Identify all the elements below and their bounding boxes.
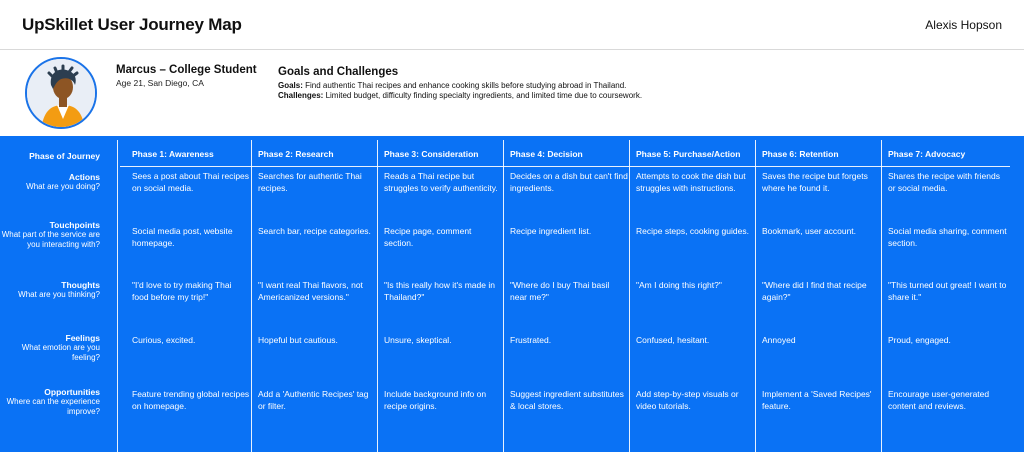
phase-5-header: Phase 5: Purchase/Action bbox=[636, 149, 741, 159]
goals-line bbox=[278, 81, 626, 90]
phase-5-actions: Attempts to cook the dish but struggles with instructions. bbox=[636, 171, 746, 193]
phase-1-thoughts: "I'd love to try making Thai food before my trip!" bbox=[132, 280, 232, 302]
row-label-touchpoints bbox=[0, 220, 116, 250]
phase-7-feelings: Proud, engaged. bbox=[888, 335, 951, 345]
phase-6-opportunities: Implement a 'Saved Recipes' feature. bbox=[762, 389, 872, 411]
challenges-label: Challenges: bbox=[278, 91, 324, 100]
row-label-actions bbox=[0, 172, 116, 192]
phase-4-actions: Decides on a dish but can't find ingredients. bbox=[510, 171, 628, 193]
column-divider bbox=[117, 140, 118, 452]
row-label-title: Actions bbox=[68, 172, 100, 182]
column-divider bbox=[755, 140, 756, 452]
row-label-title: Phase of Journey bbox=[29, 151, 100, 161]
row-label-title: Touchpoints bbox=[49, 220, 100, 230]
row-label-subtitle: Where can the experience improve? bbox=[6, 397, 100, 416]
phase-4-opportunities: Suggest ingredient substitutes & local stores. bbox=[510, 389, 624, 411]
phase-6-actions: Saves the recipe but forgets where he found it. bbox=[762, 171, 868, 193]
phase-5-thoughts: "Am I doing this right?" bbox=[636, 280, 722, 290]
user-name[interactable]: Alexis Hopson bbox=[925, 18, 1002, 32]
phase-6-thoughts: "Where did I find that recipe again?" bbox=[762, 280, 867, 302]
column-divider bbox=[881, 140, 882, 452]
row-label-subtitle: What are you doing? bbox=[26, 182, 100, 191]
phase-7-opportunities: Encourage user-generated content and reviews. bbox=[888, 389, 990, 411]
column-divider bbox=[377, 140, 378, 452]
row-label-subtitle: What emotion are you feeling? bbox=[21, 343, 100, 362]
goals-title: Goals and Challenges bbox=[278, 66, 399, 78]
journey-map-grid bbox=[0, 136, 1024, 452]
phase-3-header: Phase 3: Consideration bbox=[384, 149, 479, 159]
phase-4-thoughts: "Where do I buy Thai basil near me?" bbox=[510, 280, 610, 302]
persona-avatar bbox=[25, 57, 97, 129]
persona-name: Marcus – College Student bbox=[116, 64, 257, 76]
phase-2-actions: Searches for authentic Thai recipes. bbox=[258, 171, 362, 193]
column-divider bbox=[503, 140, 504, 452]
phase-6-touchpoints: Bookmark, user account. bbox=[762, 226, 857, 236]
phase-1-touchpoints: Social media post, website homepage. bbox=[132, 226, 233, 248]
header-divider bbox=[120, 166, 1010, 167]
column-divider bbox=[629, 140, 630, 452]
phase-6-feelings: Annoyed bbox=[762, 335, 796, 345]
challenges-text: Limited budget, difficulty finding specialty ingredients, and limited time due to coursework. bbox=[325, 91, 643, 100]
phase-7-actions: Shares the recipe with friends or social media. bbox=[888, 171, 1000, 193]
column-divider bbox=[251, 140, 252, 452]
challenges-line bbox=[278, 91, 642, 100]
phase-2-feelings: Hopeful but cautious. bbox=[258, 335, 338, 345]
phase-7-touchpoints: Social media sharing, comment section. bbox=[888, 226, 1007, 248]
row-label-subtitle: What are you thinking? bbox=[18, 290, 100, 299]
phase-3-opportunities: Include background info on recipe origins. bbox=[384, 389, 487, 411]
phase-4-feelings: Frustrated. bbox=[510, 335, 552, 345]
phase-3-touchpoints: Recipe page, comment section. bbox=[384, 226, 472, 248]
phase-1-feelings: Curious, excited. bbox=[132, 335, 196, 345]
phase-1-header: Phase 1: Awareness bbox=[132, 149, 214, 159]
phase-4-touchpoints: Recipe ingredient list. bbox=[510, 226, 592, 236]
phase-4-header: Phase 4: Decision bbox=[510, 149, 583, 159]
row-label-opportunities bbox=[0, 387, 116, 417]
row-label-subtitle: What part of the service are you interacting with? bbox=[1, 230, 100, 249]
phase-1-opportunities: Feature trending global recipes on homepage. bbox=[132, 389, 250, 411]
phase-3-actions: Reads a Thai recipe but struggles to verify authenticity. bbox=[384, 171, 498, 193]
row-label-feelings bbox=[0, 333, 116, 363]
row-label-title: Opportunities bbox=[44, 387, 100, 397]
phase-7-thoughts: "This turned out great! I want to share it." bbox=[888, 280, 1007, 302]
row-label-title: Thoughts bbox=[61, 280, 100, 290]
phase-1-actions: Sees a post about Thai recipes on social media. bbox=[132, 171, 250, 193]
phase-2-thoughts: "I want real Thai flavors, not Americanized versions." bbox=[258, 280, 363, 302]
phase-2-touchpoints: Search bar, recipe categories. bbox=[258, 226, 371, 236]
phase-3-thoughts: "Is this really how it's made in Thailand?" bbox=[384, 280, 495, 302]
phase-3-feelings: Unsure, skeptical. bbox=[384, 335, 452, 345]
persona-info: Age 21, San Diego, CA bbox=[116, 78, 204, 88]
row-label-thoughts bbox=[0, 280, 116, 300]
persona-avatar-illustration bbox=[27, 59, 97, 129]
phase-2-header: Phase 2: Research bbox=[258, 149, 334, 159]
top-bar bbox=[0, 0, 1024, 50]
goals-label: Goals: bbox=[278, 81, 303, 90]
row-label-title: Feelings bbox=[65, 333, 100, 343]
phase-5-opportunities: Add step-by-step visuals or video tutorials. bbox=[636, 389, 739, 411]
phase-6-header: Phase 6: Retention bbox=[762, 149, 839, 159]
phase-7-header: Phase 7: Advocacy bbox=[888, 149, 966, 159]
phase-5-feelings: Confused, hesitant. bbox=[636, 335, 710, 345]
persona-section bbox=[0, 51, 1024, 136]
goals-text: Find authentic Thai recipes and enhance cooking skills before studying abroad in Thailand. bbox=[305, 81, 627, 90]
row-label-phase bbox=[0, 151, 116, 161]
page-title: UpSkillet User Journey Map bbox=[22, 15, 242, 34]
phase-5-touchpoints: Recipe steps, cooking guides. bbox=[636, 226, 749, 236]
phase-2-opportunities: Add a 'Authentic Recipes' tag or filter. bbox=[258, 389, 369, 411]
